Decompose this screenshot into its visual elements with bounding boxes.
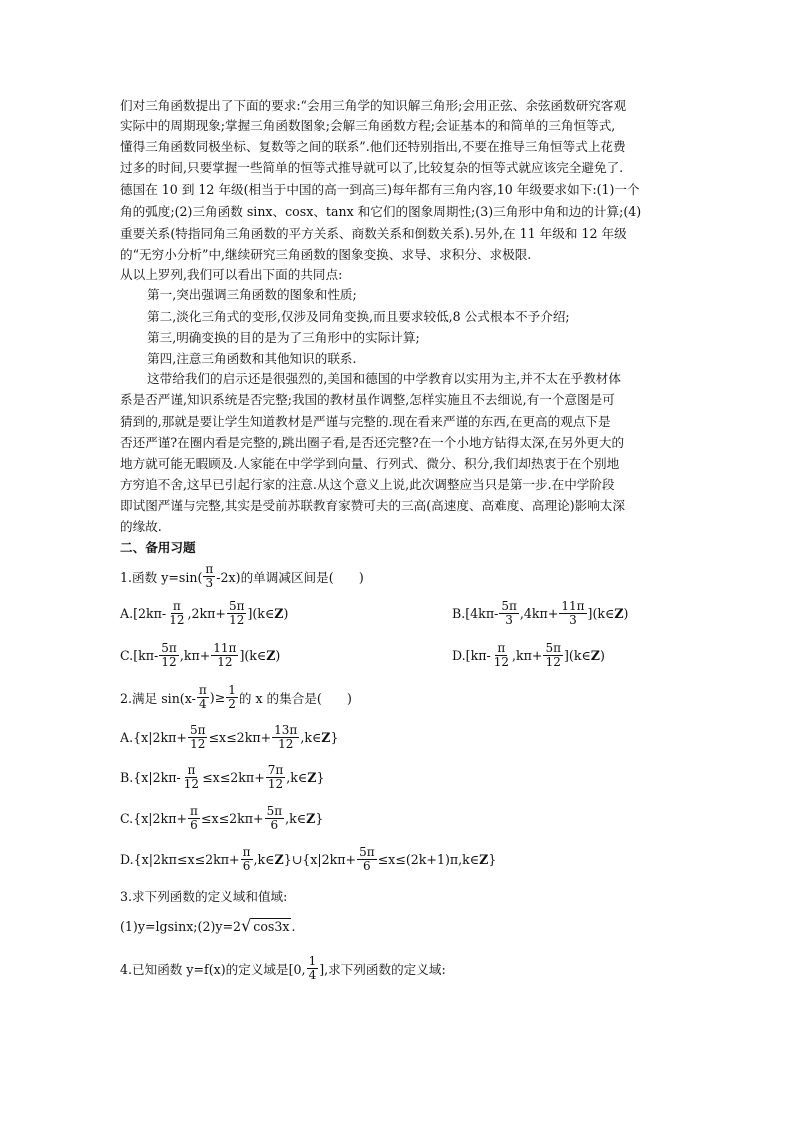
option-text: D.{x|2kπ≤x≤2kπ+	[120, 852, 240, 867]
option-text: )	[275, 648, 281, 663]
point-item: 第二,淡化三角式的变形,仅涉及同角变换,而且要求较低,8 公式根本不予介绍;	[147, 309, 570, 324]
option-text: ,k∈	[286, 770, 308, 785]
section-heading: 二、备用习题	[120, 540, 196, 555]
option-text: ,2kπ+	[187, 606, 226, 621]
option-text: ≤x≤2kπ+	[202, 770, 265, 785]
integer-set-symbol: Z	[306, 811, 316, 826]
q3-function-text: .	[291, 918, 296, 934]
paragraph-line: 的缘故.	[120, 519, 162, 534]
q2-option-d	[120, 846, 496, 873]
fraction	[266, 764, 286, 791]
numerator: 5π	[161, 641, 177, 655]
option-text: ,k∈	[253, 852, 275, 867]
option-text: C.{x|2kπ+	[120, 811, 188, 826]
q2-stem-text: )≥	[209, 690, 226, 705]
option-text: ≤x≤2kπ+	[200, 811, 264, 826]
fraction	[226, 684, 238, 711]
paragraph-line: 的“无穷小分析”中,继续研究三角函数的图象变换、求导、求积分、求极限.	[120, 247, 532, 262]
denominator: 4	[308, 968, 317, 982]
option-text: }	[330, 730, 339, 745]
paragraph-line: 系是否严谨,知识系统是否完整;我国的教材虽作调整,怎样实施且不去细说,有一个意图是可	[120, 392, 615, 407]
denominator: 4	[198, 697, 207, 711]
numerator: 5π	[228, 599, 245, 613]
option-text: A.[2kπ-	[120, 606, 167, 621]
question-2-stem	[120, 684, 352, 711]
q4-stem-text: 4.已知函数 y=f(x)的定义域是[0,	[120, 962, 306, 977]
integer-set-symbol: Z	[274, 606, 284, 621]
denominator: 12	[267, 777, 284, 791]
fraction	[188, 724, 208, 751]
fraction	[203, 563, 215, 590]
option-text: ](k∈	[564, 648, 591, 663]
numerator: 5π	[359, 845, 375, 859]
q4-stem-text: ],求下列函数的定义域:	[319, 962, 446, 977]
option-text: ,k∈	[300, 730, 322, 745]
option-text: ](k∈	[247, 606, 275, 621]
denominator: 6	[190, 818, 198, 832]
numerator: π	[205, 562, 214, 576]
paragraph-line: 角的弧度;(2)三角函数 sinx、cosx、tanx 和它们的图象周期性;(3)三角形中角和边的计算;(4)	[120, 204, 642, 219]
numerator: π	[242, 845, 251, 859]
paragraph-line: 猜到的,那就是要让学生知道教材是严谨与完整的.现在看来严谨的东西,在更高的观点下是	[120, 414, 611, 429]
q2-option-a	[120, 724, 339, 751]
q2-stem-text: 的 x 的集合是( )	[238, 691, 352, 706]
denominator: 12	[161, 655, 177, 669]
option-text: )	[600, 648, 605, 663]
numerator: 11π	[213, 641, 237, 655]
option-text: )	[623, 606, 629, 621]
numerator: 5π	[189, 723, 206, 737]
point-item: 第一,突出强调三角函数的图象和性质;	[147, 287, 357, 302]
question-3-functions	[120, 918, 296, 934]
numerator: 5π	[545, 641, 562, 655]
option-text: ≤x≤(2k+1)π,k∈	[377, 852, 480, 867]
question-4-stem	[120, 955, 446, 982]
numerator: π	[497, 641, 506, 655]
denominator: 3	[505, 613, 513, 627]
q2-option-b	[120, 764, 324, 791]
integer-set-symbol: Z	[266, 648, 276, 663]
integer-set-symbol: Z	[321, 730, 331, 745]
denominator: 12	[183, 777, 200, 791]
denominator: 12	[169, 613, 185, 627]
fraction	[543, 642, 563, 669]
option-text: C.[kπ-	[120, 648, 159, 663]
denominator: 3	[569, 613, 577, 627]
option-text: }	[315, 811, 324, 826]
fraction	[227, 600, 247, 627]
option-text: ≤x≤2kπ+	[208, 730, 272, 745]
fraction	[492, 642, 511, 669]
fraction	[499, 600, 519, 627]
fraction	[559, 600, 586, 627]
square-root	[241, 918, 291, 934]
numerator: 7π	[267, 763, 284, 777]
fraction	[265, 805, 285, 832]
numerator: π	[187, 763, 196, 777]
fraction	[182, 764, 201, 791]
fraction	[272, 724, 299, 751]
paragraph-line: 懂得三角函数同极坐标、复数等之间的联系”.他们还特别指出,不要在推导三角恒等式上花费	[120, 139, 626, 154]
denominator: 12	[278, 737, 294, 751]
q1-stem-text-a: 1.函数 y=sin(	[120, 570, 203, 585]
q3-function-text: (1)y=lgsinx;(2)y=2	[120, 918, 242, 934]
numerator: π	[198, 683, 207, 697]
integer-set-symbol: Z	[274, 852, 284, 867]
q1-option-b	[452, 600, 628, 627]
option-text: ,4kπ+	[519, 606, 559, 621]
option-text: D.[kπ-	[452, 648, 491, 663]
numerator: π	[190, 804, 198, 818]
denominator: 12	[229, 613, 245, 627]
option-text: ,k∈	[285, 811, 307, 826]
option-text: ,kπ+	[512, 648, 543, 663]
option-text: B.{x|2kπ-	[120, 770, 181, 785]
paragraph-line: 方穷追不舍,这早已引起行家的注意.从这个意义上说,此次调整应当只是第一步.在中学阶段	[120, 477, 615, 492]
option-text: ,kπ+	[179, 648, 211, 663]
option-text: ](k∈	[239, 648, 267, 663]
denominator: 6	[270, 818, 279, 832]
point-item: 第三,明确变换的目的是为了三角形中的实际计算;	[147, 330, 420, 345]
paragraph-line: 重要关系(特指同角三角函数的平方关系、商数关系和倒数关系).另外,在 11 年级和 12 年级	[120, 226, 627, 241]
fraction	[241, 846, 253, 873]
fraction	[197, 684, 209, 711]
numerator: 1	[228, 683, 236, 697]
q2-option-c	[120, 805, 323, 832]
denominator: 12	[217, 655, 233, 669]
q1-option-d	[452, 642, 605, 669]
denominator: 12	[190, 737, 206, 751]
numerator: 13π	[274, 723, 298, 737]
paragraph-line: 们对三角函数提出了下面的要求:“会用三角学的知识解三角形;会用正弦、余弦函数研究客观	[120, 98, 627, 113]
q1-option-c	[120, 642, 280, 669]
integer-set-symbol: Z	[479, 852, 489, 867]
q1-option-a	[120, 600, 288, 627]
paragraph-line: 否还严谨?在圈内看是完整的,跳出圈子看,是否还完整?在一个小地方钻得太深,在另外更大的	[120, 435, 625, 450]
denominator: 6	[242, 859, 251, 873]
option-text: B.[4kπ-	[452, 606, 499, 621]
question-1-stem	[120, 563, 364, 590]
integer-set-symbol: Z	[614, 606, 624, 621]
question-3-stem: 3.求下列函数的定义域和值域:	[120, 889, 288, 904]
paragraph-line: 即试图严谨与完整,其实是受前苏联教育家赞可夫的三高(高速度、高难度、高理论)影响太深	[120, 498, 625, 513]
q2-stem-text: 2.满足 sin(x-	[120, 691, 196, 706]
fraction	[167, 600, 186, 627]
integer-set-symbol: Z	[590, 648, 600, 663]
numerator: 11π	[561, 599, 585, 613]
numerator: π	[172, 599, 181, 613]
option-text: }	[488, 852, 497, 867]
radicand: cos3x	[253, 919, 290, 934]
radical-sign: √	[241, 916, 252, 935]
denominator: 12	[493, 655, 510, 669]
option-text: }∪{x|2kπ+	[283, 852, 357, 867]
fraction	[159, 642, 179, 669]
paragraph-line: 德国在 10 到 12 年级(相当于中国的高一到高三)每年都有三角内容,10 年级要求如下:(1)一个	[120, 182, 640, 197]
paragraph-line: 从以上罗列,我们可以看出下面的共同点:	[120, 267, 343, 282]
paragraph-line: 实际中的周期现象;掌握三角函数图象;会解三角函数方程;会证基本的和简单的三角恒等式,	[120, 118, 616, 133]
fraction	[307, 955, 319, 982]
paragraph-line: 这带给我们的启示还是很强烈的,美国和德国的中学教育以实用为主,并不太在乎教材体	[147, 371, 621, 386]
option-text: ](k∈	[587, 606, 615, 621]
option-text: )	[283, 606, 289, 621]
numerator: 5π	[266, 804, 283, 818]
denominator: 2	[228, 697, 236, 711]
option-text: }	[316, 770, 325, 785]
denominator: 6	[363, 859, 371, 873]
q1-stem-text-b: -2x)的单调减区间是( )	[216, 570, 364, 585]
fraction	[188, 805, 200, 832]
paragraph-line: 地方就可能无暇顾及.人家能在中学学到向量、行列式、微分、积分,我们却热衷于在个别地	[120, 456, 620, 471]
denominator: 3	[205, 576, 214, 590]
denominator: 12	[545, 655, 561, 669]
paragraph-line: 过多的时间,只要掌握一些简单的恒等式推导就可以了,比较复杂的恒等式就应该完全避免了.	[120, 160, 624, 175]
numerator: 5π	[501, 599, 517, 613]
option-text: A.{x|2kπ+	[120, 730, 187, 745]
integer-set-symbol: Z	[307, 770, 317, 785]
fraction	[211, 642, 238, 669]
numerator: 1	[308, 954, 317, 968]
point-item: 第四,注意三角函数和其他知识的联系.	[147, 351, 357, 366]
fraction	[357, 846, 377, 873]
